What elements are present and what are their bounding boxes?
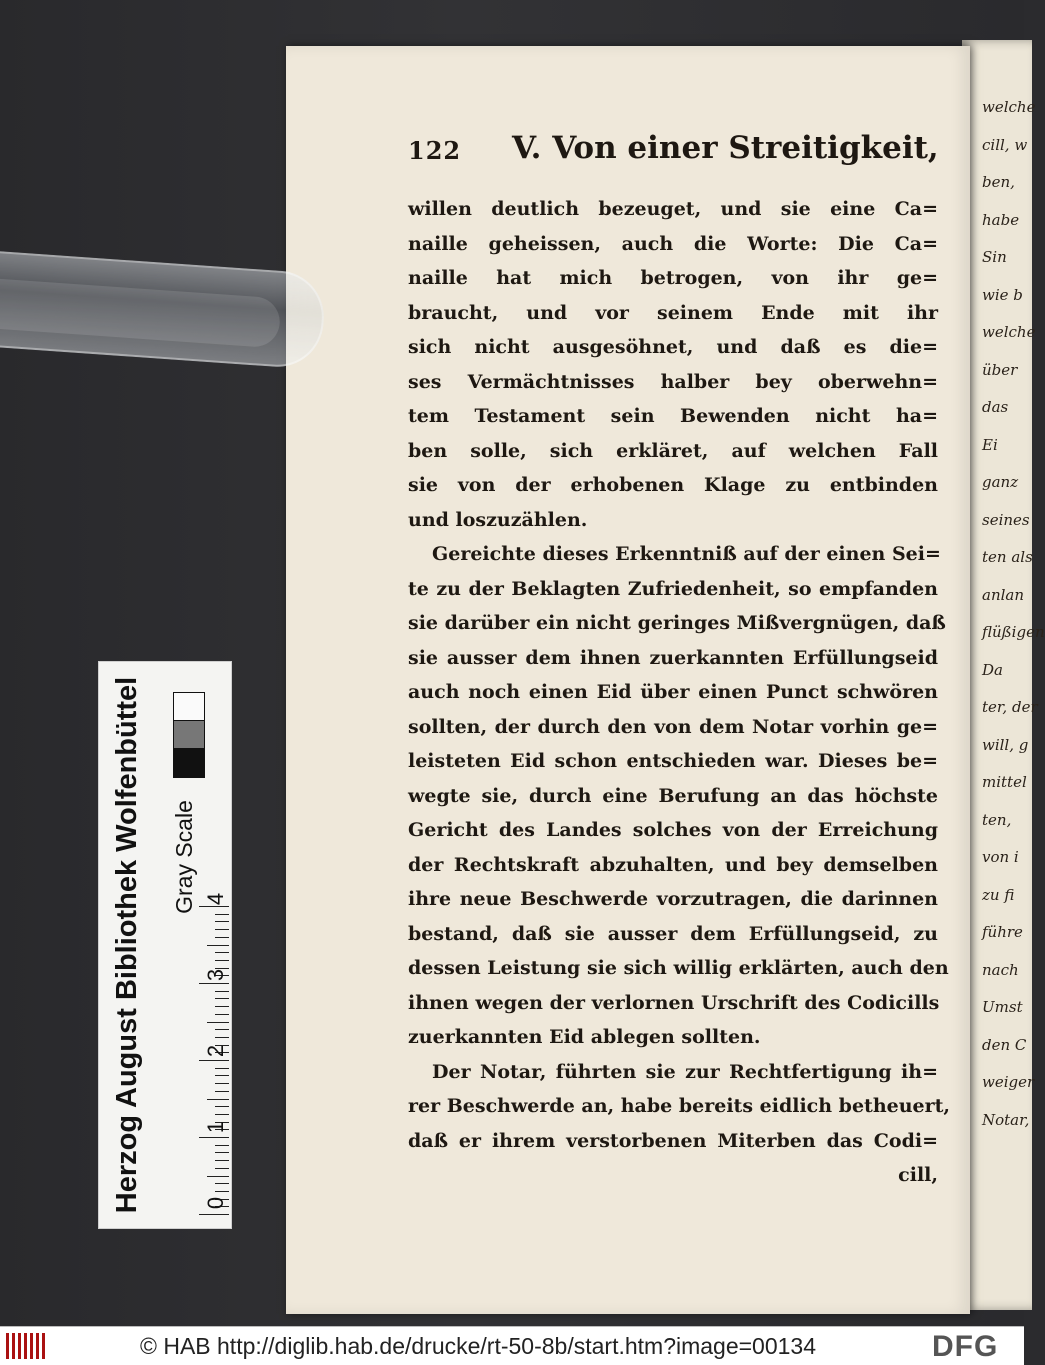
next-page-fragment: den C <box>982 1035 1027 1054</box>
next-page-fragment: welche <box>982 98 1036 116</box>
ruler-tick <box>215 1006 229 1007</box>
text-line: ben solle, sich erkläret, auf welchen Fall <box>408 439 938 462</box>
gray-scale-label: Gray Scale <box>171 800 197 914</box>
text-line: ihnen wegen der verlornen Urschrift des Codicills <box>408 991 940 1014</box>
ruler-tick <box>207 945 229 946</box>
text-line: und loszuzählen. <box>408 508 588 531</box>
text-line: bestand, daß sie ausser dem Erfüllungseid, zu <box>408 922 938 945</box>
ruler-tick <box>215 1091 229 1092</box>
ruler-tick <box>215 1168 229 1169</box>
footer-bar <box>0 1326 1024 1365</box>
ruler-number: 1 <box>203 1120 228 1134</box>
ruler-tick <box>215 1029 229 1030</box>
page-header <box>408 128 939 168</box>
ruler-tick <box>215 998 229 999</box>
gray-patch-mid <box>173 720 205 750</box>
ruler-tick <box>215 1075 229 1076</box>
text-line: sie von der erhobenen Klage zu entbinden <box>408 474 938 496</box>
text-line: dessen Leistung sie sich willig erklärten, auch den <box>408 957 949 979</box>
ruler-tick <box>199 1214 229 1215</box>
ruler-tick <box>215 1106 229 1107</box>
next-page-edge <box>962 40 1045 1310</box>
ruler-tick <box>215 929 229 930</box>
text-line: ses Vermächtnisses halber bey oberwehn= <box>408 370 938 393</box>
text-line: Der Notar, führten sie zur Rechtfertigung ih= <box>432 1060 938 1083</box>
gray-patch-black <box>173 748 205 778</box>
next-page-fragment: habe <box>982 210 1020 229</box>
next-page-fragment: cill, w <box>982 135 1028 154</box>
ruler-tick <box>215 1068 229 1069</box>
text-line: auch noch einen Eid über einen Punct schwören <box>408 681 938 703</box>
ruler-tick <box>215 1037 229 1038</box>
text-line: sollten, der durch den von dem Notar vorhin ge= <box>408 715 938 738</box>
ruler-number: 2 <box>203 1044 228 1058</box>
gray-patch-white <box>173 692 205 722</box>
next-page-fragment: Da <box>982 660 1003 679</box>
ruler-number: 3 <box>203 968 228 982</box>
text-line: sie ausser dem ihnen zuerkannten Erfüllungseid <box>408 646 938 669</box>
ruler-institution-label: Herzog August Bibliothek Wolfenbüttel <box>111 676 143 1214</box>
ruler-tick <box>215 1183 229 1184</box>
text-line: braucht, und vor seinem Ende mit ihr <box>408 301 938 324</box>
ruler-tick <box>207 1099 229 1100</box>
text-line: wegte sie, durch eine Berufung an das höchste <box>408 784 938 807</box>
text-line: naille geheissen, auch die Worte: Die Ca= <box>408 232 938 255</box>
next-page-fragment: ten, <box>982 810 1012 829</box>
text-line: tem Testament sein Bewenden nicht ha= <box>408 405 938 427</box>
next-page-fragment: das <box>982 398 1009 416</box>
text-line: der Rechtskraft abzuhalten, und bey demselben <box>408 853 938 876</box>
text-line: sie darüber ein nicht geringes Mißvergnügen, daß <box>408 612 946 634</box>
text-line: cill, <box>898 1164 938 1186</box>
ruler-tick <box>215 1145 229 1146</box>
ruler-tick <box>215 991 229 992</box>
ruler-tick <box>215 960 229 961</box>
ruler-tick <box>215 1114 229 1115</box>
text-line: willen deutlich bezeuget, und sie eine Ca= <box>408 198 938 220</box>
ruler-tick <box>215 1160 229 1161</box>
footer-copyright-link[interactable]: © HAB http://diglib.hab.de/drucke/rt-50-8b/start.htm?image=00134 <box>140 1333 817 1359</box>
text-line: naille hat mich betrogen, von ihr ge= <box>408 267 938 289</box>
ruler-tick <box>215 937 229 938</box>
next-page-fragment: ganz <box>982 473 1019 491</box>
next-page-fragment: Umst <box>982 998 1023 1016</box>
gray-scale-ruler <box>98 661 232 1229</box>
next-page-fragment: von i <box>982 848 1019 866</box>
ruler-number: 0 <box>203 1196 228 1210</box>
ruler-tick <box>215 1152 229 1153</box>
text-line: Gereichte dieses Erkenntniß auf der einen Sei= <box>432 543 941 565</box>
body-text <box>408 192 951 1193</box>
text-line: sich nicht ausgesöhnet, und daß es die= <box>408 336 938 358</box>
ruler-tick <box>215 1014 229 1015</box>
next-page-fragment: wie b <box>982 285 1023 304</box>
next-page-fragment: seines <box>982 510 1030 529</box>
book-page <box>286 46 970 1314</box>
ruler-tick <box>215 952 229 953</box>
next-page-fragment: Notar, <box>982 1110 1030 1129</box>
next-page-fragment: will, g <box>982 735 1029 754</box>
hab-logo-icon <box>6 1333 48 1359</box>
next-page-fragment: nach <box>982 960 1019 979</box>
next-page-fragment: über <box>982 360 1018 379</box>
ruler-number: 4 <box>203 892 228 906</box>
next-page-fragment: führe <box>982 923 1023 941</box>
text-line: zuerkannten Eid ablegen sollten. <box>408 1026 761 1048</box>
text-line: daß er ihrem verstorbenen Miterben das Codi= <box>408 1129 938 1152</box>
ruler-ticks <box>195 906 229 1224</box>
next-page-fragment: anlan <box>982 585 1025 604</box>
next-page-fragment: Sin <box>982 248 1007 266</box>
next-page-fragment: weiger <box>982 1073 1035 1091</box>
next-page-fragment: ten als <box>982 548 1033 566</box>
next-page-fragment: zu fi <box>982 885 1015 904</box>
next-page-fragment: flüßigen <box>982 623 1045 641</box>
text-line: ihre neue Beschwerde vorzutragen, die darinnen <box>408 888 938 910</box>
ruler-tick <box>207 1022 229 1023</box>
ruler-tick <box>215 1083 229 1084</box>
next-page-fragment: ter, der <box>982 698 1038 716</box>
next-page-fragment: ben, <box>982 173 1015 191</box>
ruler-tick <box>207 1176 229 1177</box>
text-line: leisteten Eid schon entschieden war. Dieses be= <box>408 750 938 772</box>
next-page-fragment: Ei <box>982 435 998 454</box>
dfg-logo: DFG <box>932 1330 999 1363</box>
text-line: te zu der Beklagten Zufriedenheit, so empfanden <box>408 577 938 600</box>
next-page-fragment: welche <box>982 323 1036 341</box>
running-head: V. Von einer Streitigkeit, <box>512 130 939 166</box>
text-line: Gericht des Landes solches von der Erreichung <box>408 819 938 841</box>
ruler-tick <box>215 921 229 922</box>
next-page-fragment: mittel <box>982 773 1027 791</box>
page-number: 122 <box>408 136 462 165</box>
ruler-tick <box>215 914 229 915</box>
text-line: rer Beschwerde an, habe bereits eidlich betheuert, <box>408 1095 951 1117</box>
